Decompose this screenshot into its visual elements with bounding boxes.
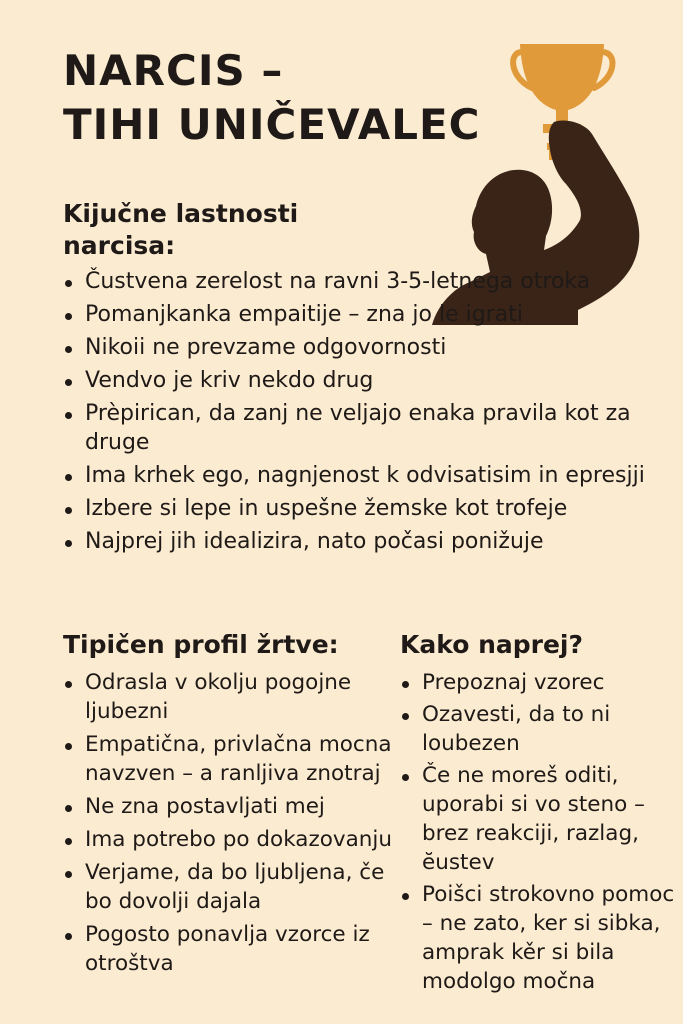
list-item: Empatična, privlačna mocna navzven – a ranljiva znotraj xyxy=(63,730,409,788)
list-item: Poišci strokovno pomoc – ne zato, ker si sibka, amprak kěr si bila modolgo močna xyxy=(400,880,680,996)
list-item: Pomanjkanka empaitije – zna jo le igrati xyxy=(63,300,675,329)
victim-profile-list xyxy=(63,668,409,982)
list-item: Najprej jih idealizira, nato počasi ponižuje xyxy=(63,527,675,556)
list-item: Čustvena zerelost na ravni 3-5-letnega otroka xyxy=(63,267,675,296)
list-item: Ne zna postavljati mej xyxy=(63,792,409,821)
list-item: Verjame, da bo ljubljena, če bo dovolji dajala xyxy=(63,858,409,916)
list-item: Prèpirican, da zanj ne veljajo enaka pravila kot za druge xyxy=(63,399,675,457)
list-item: Ozavesti, da to ni loubezen xyxy=(400,700,680,758)
victim-profile-heading: Tipičen profil žrtve: xyxy=(63,630,339,659)
list-item: Ima krhek ego, nagnjenost k odvisatisim in epresjji xyxy=(63,461,675,490)
page-title xyxy=(63,44,481,152)
list-item: Izbere si lepe in uspešne žemske kot trofeje xyxy=(63,494,675,523)
page-title-line-1: NARCIS – xyxy=(63,46,284,95)
how-forward-heading: Kako naprej? xyxy=(400,630,583,659)
list-item: Pogosto ponavlja vzorce iz otroštva xyxy=(63,920,409,978)
list-item: Vendvo je kriv nekdo drug xyxy=(63,366,675,395)
list-item: Ima potrebo po dokazovanju xyxy=(63,825,409,854)
key-traits-heading: Kijučne lastnosti narcisa: xyxy=(63,199,299,260)
list-item: Nikoii ne prevzame odgovornosti xyxy=(63,333,675,362)
list-item: Če ne moreš oditi, uporabi si vo steno – brez reakciji, razlag, ĕustev xyxy=(400,761,680,877)
page-title-line-2: TIHI UNIČEVALEC xyxy=(63,100,481,149)
how-forward-list xyxy=(400,668,680,999)
list-item: Odrasla v okolju pogojne ljubezni xyxy=(63,668,409,726)
list-item: Prepoznaj vzorec xyxy=(400,668,680,697)
key-traits-list xyxy=(63,267,675,560)
